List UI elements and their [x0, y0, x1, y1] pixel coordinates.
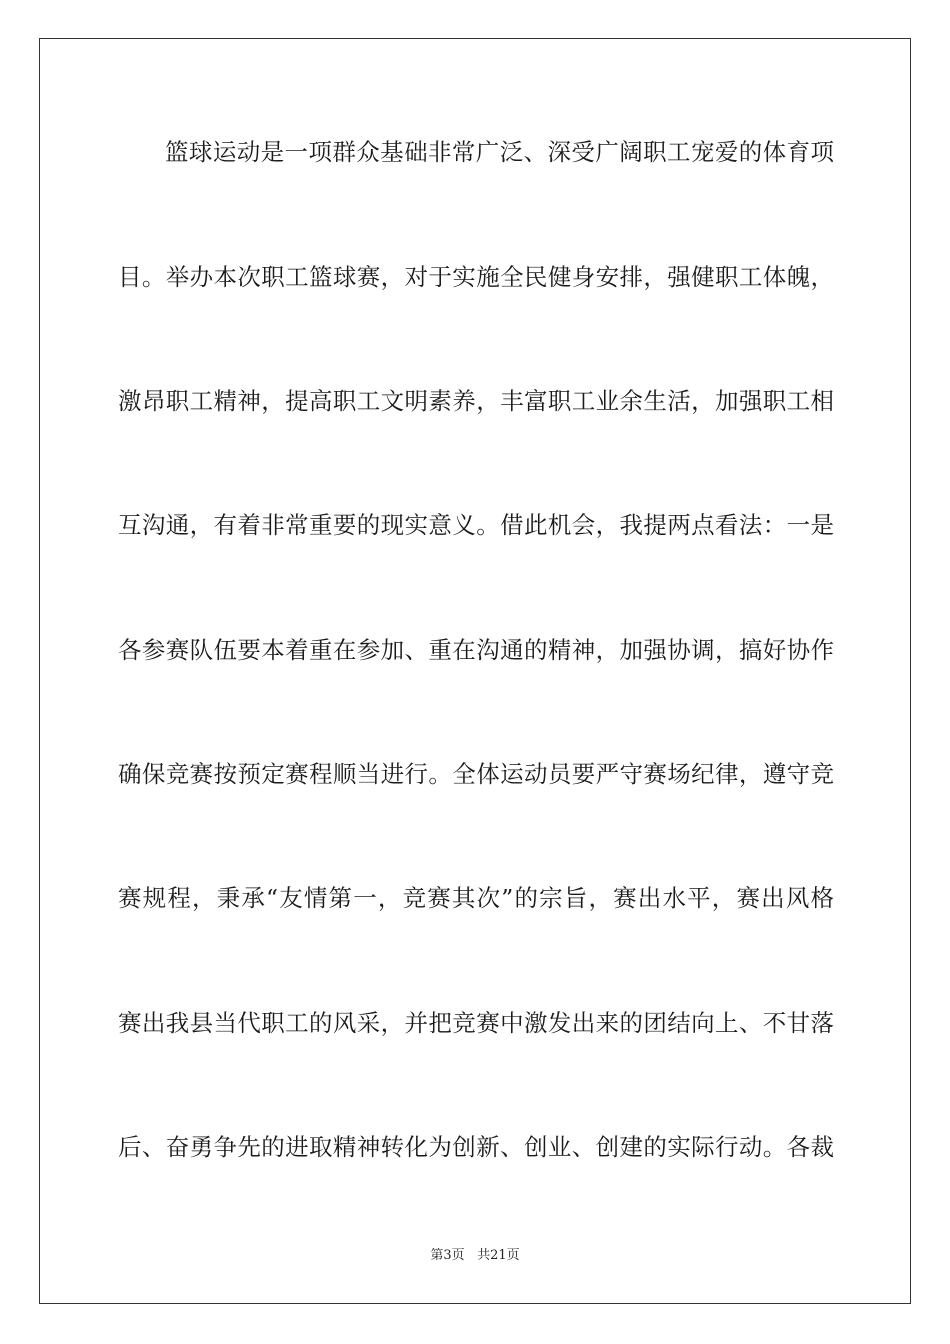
paragraph-line: 篮球运动是一项群众基础非常广泛、深受广阔职工宠爱的体育项: [165, 138, 834, 166]
paragraph-line: 目。举办本次职工篮球赛，对于实施全民健身安排，强健职工体魄，: [118, 263, 834, 291]
page-number-total: 共21页: [477, 1248, 520, 1263]
paragraph-line: 赛出我县当代职工的风采，并把竞赛中激发出来的团结向上、不甘落: [118, 1009, 834, 1037]
paragraph-line: 赛规程，秉承“友情第一，竞赛其次”的宗旨，赛出水平，赛出风格: [118, 884, 834, 912]
paragraph-line: 确保竞赛按预定赛程顺当进行。全体运动员要严守赛场纪律，遵守竞: [118, 760, 834, 788]
page-border: [39, 38, 911, 1304]
page-footer: [0, 1246, 950, 1266]
page-number-current: 第3页: [430, 1248, 465, 1263]
paragraph-line: 互沟通，有着非常重要的现实意义。借此机会，我提两点看法：一是: [118, 511, 834, 539]
paragraph-line: 各参赛队伍要本着重在参加、重在沟通的精神，加强协调，搞好协作: [118, 636, 834, 664]
paragraph-line: 激昂职工精神，提高职工文明素养，丰富职工业余生活，加强职工相: [118, 387, 834, 415]
paragraph-line: 后、奋勇争先的进取精神转化为创新、创业、创建的实际行动。各裁: [118, 1133, 834, 1161]
